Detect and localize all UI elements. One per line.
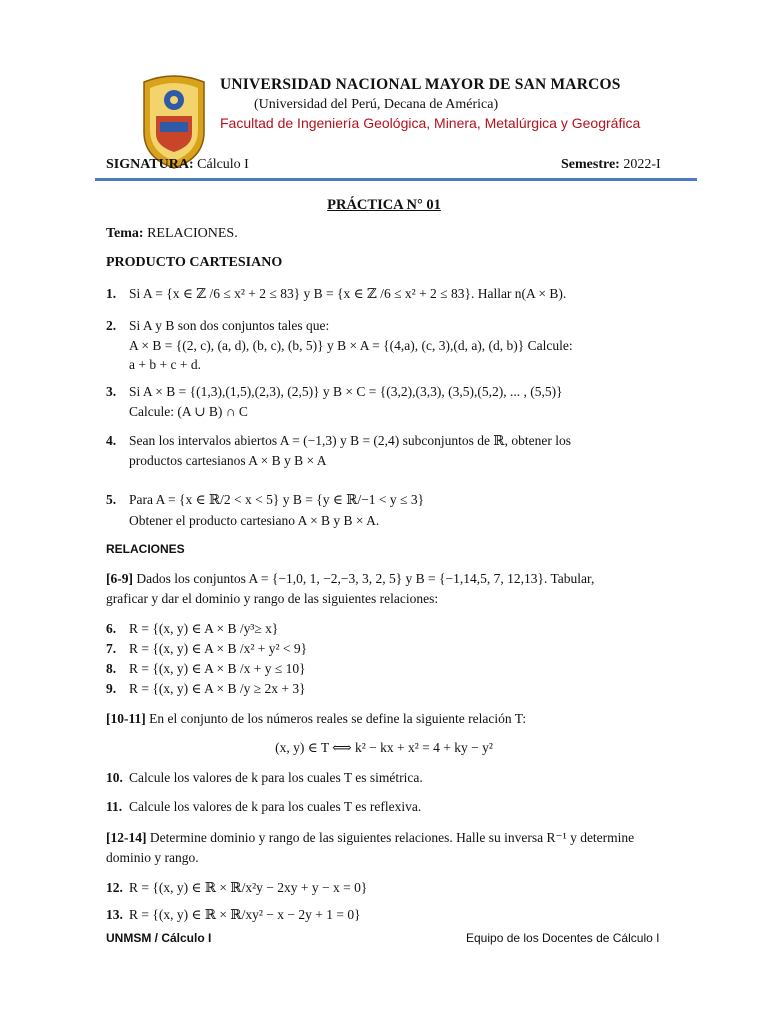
question-number: 3. xyxy=(106,384,117,399)
group-text: Determine dominio y rango de las siguientes relaciones. Halle su inversa R⁻¹ y determine xyxy=(146,830,635,845)
group-tag: [12-14] xyxy=(106,830,147,845)
question-10 xyxy=(106,770,423,786)
question-11 xyxy=(106,799,421,815)
group-text: En el conjunto de los números reales se define la siguiente relación T: xyxy=(145,711,527,726)
semester-label: Semestre: xyxy=(561,157,620,172)
header-divider xyxy=(95,178,697,181)
question-number: 13. xyxy=(106,907,123,922)
question-text: R = {(x, y) ∈ A × B /x² + y² < 9} xyxy=(129,641,308,656)
question-7 xyxy=(106,641,307,657)
group-12-14-intro xyxy=(106,830,634,846)
group-12-14-intro-line-2: dominio y rango. xyxy=(106,850,199,865)
question-8 xyxy=(106,661,306,677)
question-number: 9. xyxy=(106,681,117,696)
question-number: 7. xyxy=(106,641,117,656)
footer-right: Equipo de los Docentes de Cálculo I xyxy=(466,931,660,945)
question-1 xyxy=(106,286,566,302)
signature-line xyxy=(106,157,249,173)
question-4 xyxy=(106,433,571,449)
question-13 xyxy=(106,907,361,923)
question-number: 1. xyxy=(106,286,117,301)
signature-value: Cálculo I xyxy=(197,157,249,172)
question-number: 10. xyxy=(106,770,123,785)
relation-formula: (x, y) ∈ T ⟺ k² − kx + x² = 4 + ky − y² xyxy=(275,740,493,755)
semester-value: 2022-I xyxy=(623,157,661,172)
faculty-name: Facultad de Ingeniería Geológica, Minera, Metalúrgica y Geográfica xyxy=(220,115,641,131)
question-4-line-2: productos cartesianos A × B y B × A xyxy=(129,453,327,468)
question-number: 6. xyxy=(106,621,117,636)
question-number: 4. xyxy=(106,433,117,448)
question-2-line-2: A × B = {(2, c), (a, d), (b, c), (b, 5)} y B × A = {(4,a), (c, 3),(d, a), (d, b)} Calcule: xyxy=(129,338,573,353)
question-3-line-2: Calcule: (A ∪ B) ∩ C xyxy=(129,404,248,419)
question-text: R = {(x, y) ∈ ℝ × ℝ/xy² − x − 2y + 1 = 0} xyxy=(129,907,361,922)
question-number: 2. xyxy=(106,318,117,333)
signature-label: SIGNATURA: xyxy=(106,157,194,172)
university-seal-logo xyxy=(136,72,212,170)
question-5-line-2: Obtener el producto cartesiano A × B y B × A. xyxy=(129,513,380,528)
question-text: R = {(x, y) ∈ A × B /y³≥ x} xyxy=(129,621,279,636)
topic-label: Tema: xyxy=(106,226,144,241)
section-cartesian-heading: PRODUCTO CARTESIANO xyxy=(106,255,283,270)
question-9 xyxy=(106,681,306,697)
group-tag: [10-11] xyxy=(106,711,146,726)
semester-line xyxy=(561,157,661,173)
group-tag: [6-9] xyxy=(106,571,133,586)
question-5 xyxy=(106,492,424,508)
question-text: Sean los intervalos abiertos A = (−1,3) y B = (2,4) subconjuntos de ℝ, obtener los xyxy=(129,433,571,448)
question-text: R = {(x, y) ∈ A × B /y ≥ 2x + 3} xyxy=(129,681,306,696)
question-6 xyxy=(106,621,278,637)
footer-left: UNMSM / Cálculo I xyxy=(106,931,212,945)
university-subtitle: (Universidad del Perú, Decana de América) xyxy=(254,97,499,112)
question-text: R = {(x, y) ∈ A × B /x + y ≤ 10} xyxy=(129,661,306,676)
topic-line xyxy=(106,226,238,242)
group-6-9-intro-line-2: graficar y dar el dominio y rango de las siguientes relaciones: xyxy=(106,591,439,606)
university-name: UNIVERSIDAD NACIONAL MAYOR DE SAN MARCOS xyxy=(220,76,621,93)
question-3 xyxy=(106,384,563,400)
question-12 xyxy=(106,880,367,896)
question-text: Para A = {x ∈ ℝ/2 < x < 5} y B = {y ∈ ℝ/−1 < y ≤ 3} xyxy=(129,492,425,507)
question-text: Si A y B son dos conjuntos tales que: xyxy=(129,318,330,333)
question-number: 12. xyxy=(106,880,123,895)
question-text: Calcule los valores de k para los cuales T es reflexiva. xyxy=(129,799,422,814)
question-text: R = {(x, y) ∈ ℝ × ℝ/x²y − 2xy + y − x = 0} xyxy=(129,880,368,895)
section-relations-heading: RELACIONES xyxy=(106,542,185,556)
question-number: 8. xyxy=(106,661,117,676)
group-6-9-intro xyxy=(106,571,594,587)
question-2 xyxy=(106,318,329,334)
question-text: Si A = {x ∈ ℤ /6 ≤ x² + 2 ≤ 83} y B = {x ∈ ℤ /6 ≤ x² + 2 ≤ 83}. Hallar n(A × B). xyxy=(129,286,567,301)
question-text: Calcule los valores de k para los cuales T es simétrica. xyxy=(129,770,423,785)
group-text: Dados los conjuntos A = {−1,0, 1, −2,−3, 3, 2, 5} y B = {−1,14,5, 7, 12,13}. Tabular, xyxy=(133,571,595,586)
question-2-line-3: a + b + c + d. xyxy=(129,357,201,372)
group-10-11-intro xyxy=(106,711,526,727)
question-number: 11. xyxy=(106,799,123,814)
practice-title: PRÁCTICA N° 01 xyxy=(327,197,441,213)
question-text: Si A × B = {(1,3),(1,5),(2,3), (2,5)} y B × C = {(3,2),(3,3), (3,5),(5,2), ... , (5,5)} xyxy=(129,384,563,399)
topic-value: RELACIONES. xyxy=(147,226,238,241)
question-number: 5. xyxy=(106,492,117,507)
